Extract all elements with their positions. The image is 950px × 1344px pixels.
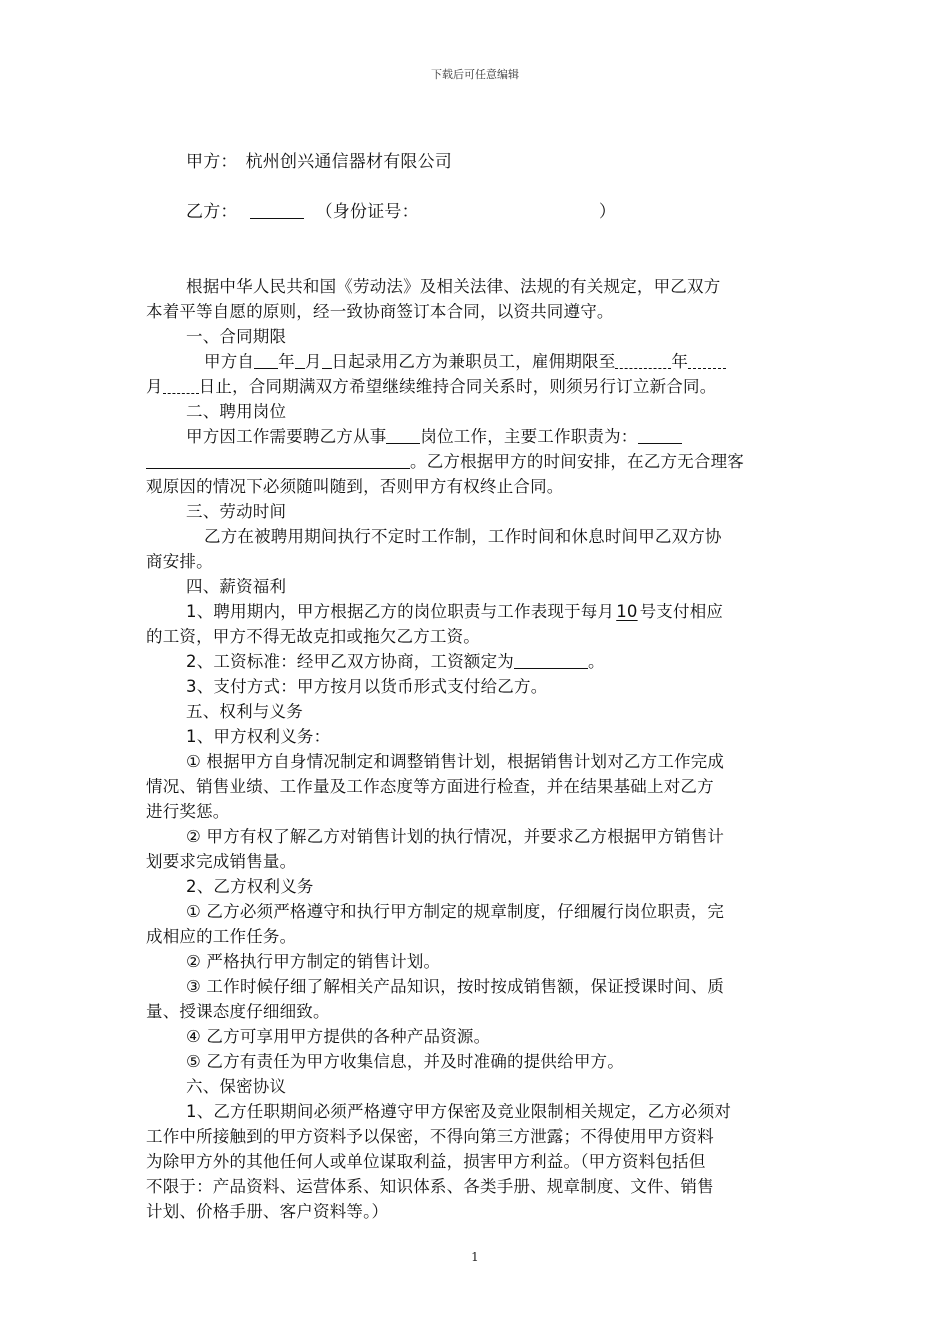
start-month-blank[interactable] bbox=[295, 350, 305, 369]
party-a-right-2-line-1: ② 甲方有权了解乙方对销售计划的执行情况，并要求乙方根据甲方销售计 bbox=[186, 827, 725, 846]
payday-value: 10 bbox=[616, 602, 638, 621]
section-2-title: 二、聘用岗位 bbox=[186, 402, 287, 421]
section-6-line-5: 计划、价格手册、客户资料等。） bbox=[146, 1202, 389, 1221]
party-a-right-2-line-2: 划要求完成销售量。 bbox=[146, 852, 297, 871]
s1-text-b: 年 bbox=[278, 352, 295, 371]
party-a-label: 甲方： bbox=[186, 152, 238, 172]
section-3-line-2: 商安排。 bbox=[146, 552, 213, 571]
party-b-right-2: ② 严格执行甲方制定的销售计划。 bbox=[186, 952, 441, 971]
party-b-right-3-line-1: ③ 工作时候仔细了解相关产品知识，按时按成销售额，保证授课时间、质 bbox=[186, 977, 725, 996]
party-b-rights-title: 2、乙方权利义务 bbox=[186, 877, 314, 896]
end-day-blank[interactable] bbox=[163, 375, 199, 394]
s4-i2-text-b: 。 bbox=[588, 652, 605, 671]
section-3-line-1: 乙方在被聘用期间执行不定时工作制，工作时间和休息时间甲乙双方协 bbox=[204, 527, 722, 546]
party-a-right-1-line-1: ① 根据甲方自身情况制定和调整销售计划，根据销售计划对乙方工作完成 bbox=[186, 752, 725, 771]
page-number: 1 bbox=[471, 1250, 479, 1264]
section-4-item-3: 3、支付方式：甲方按月以货币形式支付给乙方。 bbox=[186, 677, 548, 696]
party-b-label: 乙方： bbox=[186, 202, 238, 222]
section-1-line-2 bbox=[146, 374, 806, 399]
intro-line-2: 本着平等自愿的原则，经一致协商签订本合同，以资共同遵守。 bbox=[146, 302, 614, 321]
intro-line-1: 根据中华人民共和国《劳动法》及相关法律、法规的有关规定，甲乙双方 bbox=[186, 277, 721, 296]
s1-text-a: 甲方自 bbox=[204, 352, 255, 371]
start-year-blank[interactable] bbox=[254, 350, 278, 369]
section-6-line-1: 1、乙方任职期间必须严格遵守甲方保密及竞业限制相关规定，乙方必须对 bbox=[186, 1102, 732, 1121]
s1-text-g: 日止，合同期满双方希望继续维持合同关系时，则须另行订立新合同。 bbox=[198, 377, 717, 396]
party-a-right-1-line-3: 进行奖惩。 bbox=[146, 802, 230, 821]
s1-text-d: 日起录用乙方为兼职员工，雇佣期限至 bbox=[331, 352, 616, 371]
start-day-blank[interactable] bbox=[322, 350, 332, 369]
party-a-name: 杭州创兴通信器材有限公司 bbox=[245, 152, 453, 172]
s1-text-f: 月 bbox=[146, 377, 163, 396]
party-b-right-1-line-1: ① 乙方必须严格遵守和执行甲方制定的规章制度，仔细履行岗位职责，完 bbox=[186, 902, 725, 921]
s1-text-c: 月 bbox=[304, 352, 322, 371]
id-number-open: （身份证号： bbox=[315, 202, 419, 222]
section-6-line-3: 为除甲方外的其他任何人或单位谋取利益，损害甲方利益。（甲方资料包括但 bbox=[146, 1152, 706, 1171]
position-blank[interactable] bbox=[386, 425, 420, 444]
duties-blank-2[interactable] bbox=[146, 450, 410, 469]
s4-i1-text-b: 号支付相应 bbox=[639, 602, 724, 621]
end-year-blank[interactable] bbox=[615, 350, 671, 369]
party-b-line bbox=[186, 200, 846, 225]
section-1-line-1 bbox=[204, 349, 864, 374]
party-a-line bbox=[186, 150, 846, 175]
section-3-title: 三、劳动时间 bbox=[186, 502, 287, 521]
section-6-line-4: 不限于：产品资料、运营体系、知识体系、各类手册、规章制度、文件、销售 bbox=[146, 1177, 714, 1196]
section-6-line-2: 工作中所接触到的甲方资料予以保密，不得向第三方泄露；不得使用甲方资料 bbox=[146, 1127, 714, 1146]
section-1-title: 一、合同期限 bbox=[186, 327, 287, 346]
party-b-right-1-line-2: 成相应的工作任务。 bbox=[146, 927, 297, 946]
s2-text-b: 岗位工作，主要工作职责为： bbox=[420, 427, 638, 446]
section-4-item-2 bbox=[186, 649, 846, 674]
salary-blank[interactable] bbox=[514, 650, 588, 669]
section-4-title: 四、薪资福利 bbox=[186, 577, 287, 596]
party-a-right-1-line-2: 情况、销售业绩、工作量及工作态度等方面进行检查，并在结果基础上对乙方 bbox=[146, 777, 714, 796]
end-month-blank[interactable] bbox=[688, 350, 726, 369]
party-b-right-3-line-2: 量、授课态度仔细细致。 bbox=[146, 1002, 330, 1021]
duties-blank-1[interactable] bbox=[638, 425, 682, 444]
section-4-item-1 bbox=[186, 599, 846, 624]
s4-i1-text-a: 1、聘用期内，甲方根据乙方的岗位职责与工作表现于每月 bbox=[186, 602, 615, 621]
s2-text-c: 。乙方根据甲方的时间安排，在乙方无合理客 bbox=[410, 452, 744, 471]
party-a-rights-title: 1、甲方权利义务： bbox=[186, 727, 331, 746]
party-b-right-4: ④ 乙方可享用甲方提供的各种产品资源。 bbox=[186, 1027, 491, 1046]
page-header: 下载后可任意编辑 bbox=[431, 68, 519, 81]
s2-text-a: 甲方因工作需要聘乙方从事 bbox=[186, 427, 387, 446]
section-2-line-3: 观原因的情况下必须随叫随到，否则甲方有权终止合同。 bbox=[146, 477, 564, 496]
section-2-line-2 bbox=[146, 449, 806, 474]
section-4-item-1-cont: 的工资，甲方不得无故克扣或拖欠乙方工资。 bbox=[146, 627, 480, 646]
section-2-line-1 bbox=[186, 424, 846, 449]
party-b-right-5: ⑤ 乙方有责任为甲方收集信息，并及时准确的提供给甲方。 bbox=[186, 1052, 624, 1071]
s1-text-e: 年 bbox=[671, 352, 689, 371]
section-5-title: 五、权利与义务 bbox=[186, 702, 303, 721]
section-6-title: 六、保密协议 bbox=[186, 1077, 287, 1096]
s4-i2-text-a: 2、工资标准：经甲乙双方协商，工资额定为 bbox=[186, 652, 514, 671]
party-b-name-blank[interactable] bbox=[250, 200, 304, 219]
id-number-close: ） bbox=[598, 202, 617, 222]
